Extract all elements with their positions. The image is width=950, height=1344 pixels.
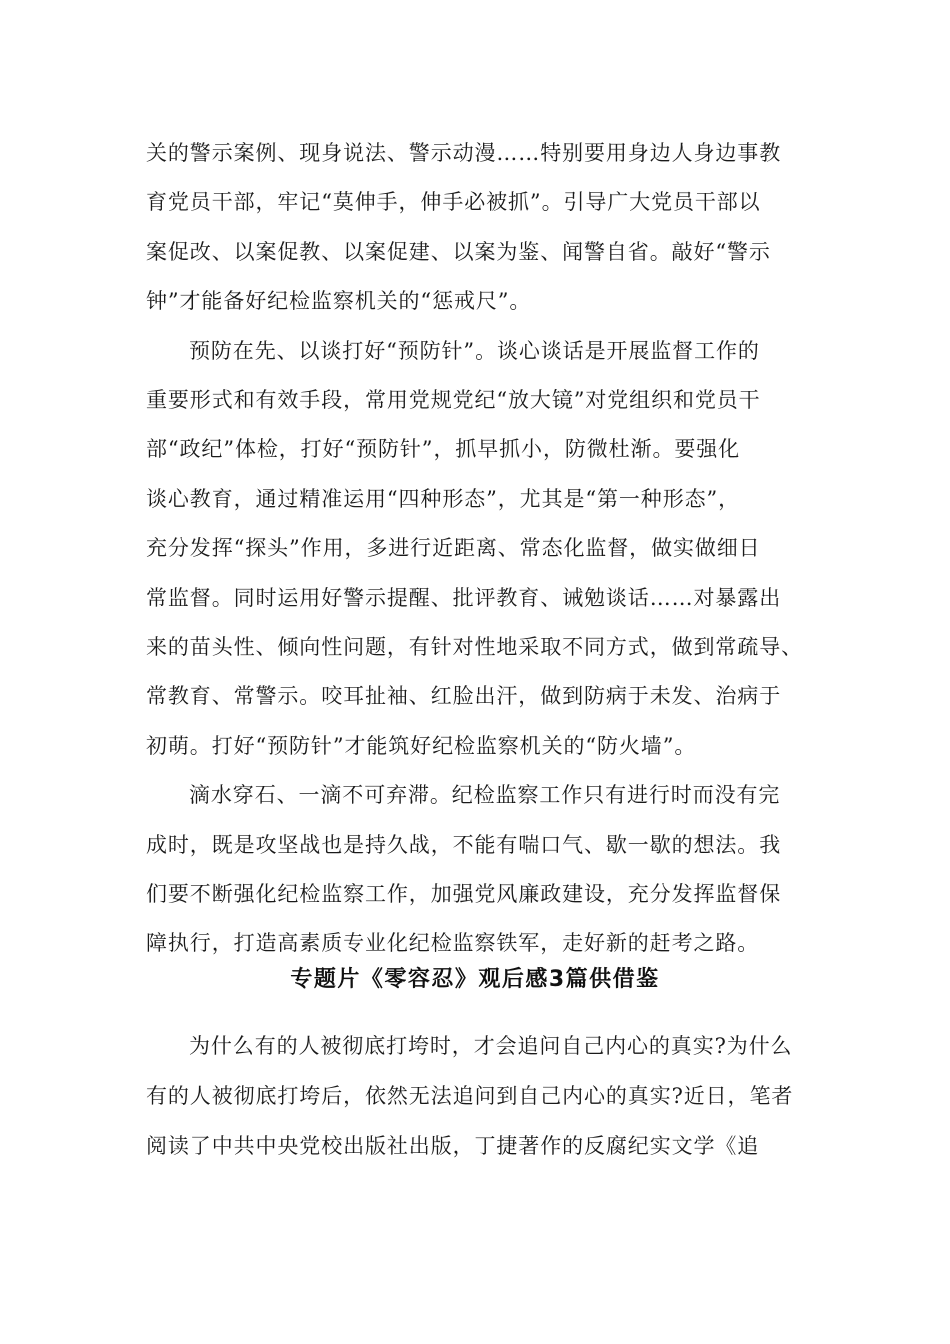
body-text-line: 关的警示案例、现身说法、警示动漫……特别要用身边人身边事教 — [146, 141, 782, 165]
body-text-line: 常教育、常警示。咬耳扯袖、红脸出汗，做到防病于未发、治病于 — [146, 684, 782, 709]
body-text-line: 育党员干部，牢记“莫伸手，伸手必被抓”。引导广大党员干部以 — [146, 190, 761, 215]
body-text-line: 充分发挥“探头”作用，多进行近距离、常态化监督，做实做细日 — [146, 536, 761, 561]
paragraph-first-line: 为什么有的人被彻底打垮时，才会追问自己内心的真实?为什么 — [189, 1034, 793, 1058]
body-text-line: 案促改、以案促教、以案促建、以案为鉴、闻警自省。敲好“警示 — [146, 239, 771, 264]
body-text-line: 部“政纪”体检，打好“预防针”，抓早抓小，防微杜渐。要强化 — [146, 437, 741, 462]
body-text-line: 们要不断强化纪检监察工作，加强党风廉政建设，充分发挥监督保 — [146, 882, 782, 906]
paragraph-first-line: 预防在先、以谈打好“预防针”。谈心谈话是开展监督工作的 — [189, 338, 760, 363]
body-text-line: 初萌。打好“预防针”才能筑好纪检监察机关的“防火墙”。 — [146, 733, 697, 758]
body-text-line: 钟”才能备好纪检监察机关的“惩戒尺”。 — [146, 289, 532, 314]
paragraph-first-line: 滴水穿石、一滴不可弃滞。纪检监察工作只有进行时而没有完 — [189, 783, 781, 808]
body-text-line: 常监督。同时运用好警示提醒、批评教育、诫勉谈话……对暴露出 — [146, 585, 782, 610]
body-text-line: 重要形式和有效手段，常用党规党纪“放大镜”对党组织和党员干 — [146, 388, 761, 412]
body-text-line: 障执行，打造高素质专业化纪检监察铁军，走好新的赶考之路。 — [146, 931, 760, 956]
body-text-line: 谈心教育，通过精准运用“四种形态”，尤其是“第一种形态”， — [146, 486, 741, 511]
body-text-line: 来的苗头性、倾向性问题，有针对性地采取不同方式，做到常疏导、 — [146, 635, 803, 659]
body-text-line: 成时，既是攻坚战也是持久战，不能有喘口气、歇一歇的想法。我 — [146, 832, 782, 857]
body-text-line: 有的人被彻底打垮后，依然无法追问到自己内心的真实?近日，笔者 — [146, 1084, 794, 1108]
body-text-line: 阅读了中共中央党校出版社出版，丁捷著作的反腐纪实文学《追 — [146, 1134, 760, 1158]
section-heading: 专题片《零容忍》观后感3篇供借鉴 — [290, 967, 660, 992]
